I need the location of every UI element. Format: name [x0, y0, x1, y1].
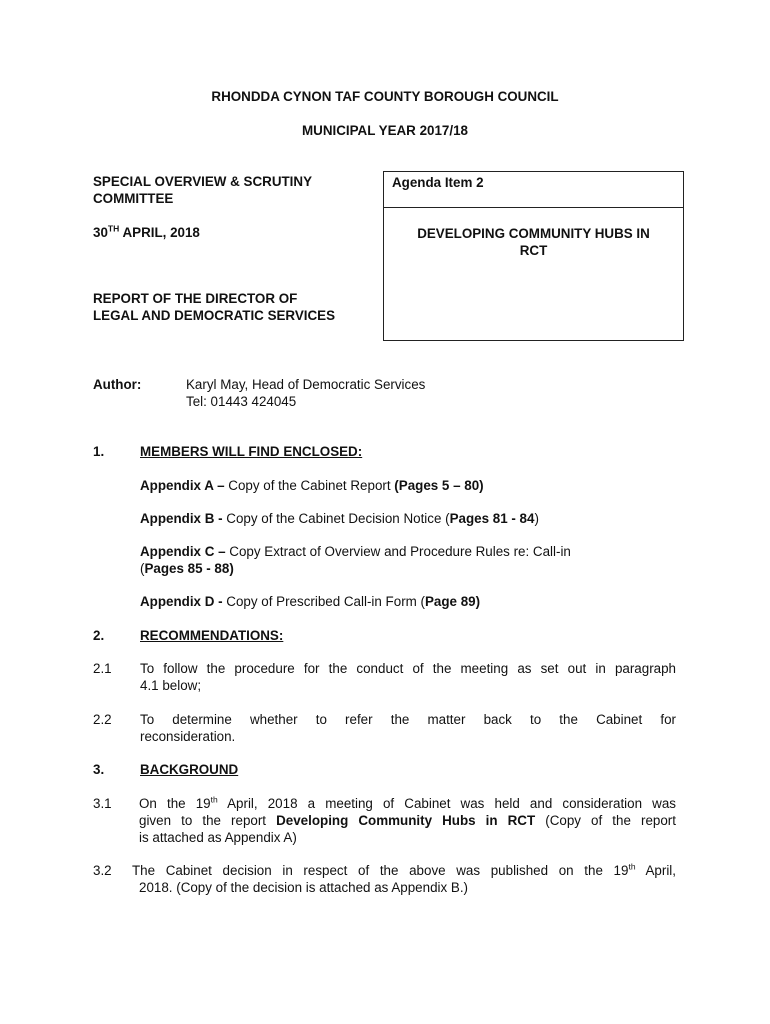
para-3-2-l1a: The Cabinet decision in respect of the above was published on the 19	[132, 863, 629, 878]
appendix-d-label: Appendix D -	[140, 594, 223, 609]
item-2-1	[140, 660, 676, 694]
appendix-b-text: Copy of the Cabinet Decision Notice (	[222, 511, 450, 526]
section-1-heading: MEMBERS WILL FIND ENCLOSED:	[140, 444, 363, 459]
section-2-number: 2.	[93, 628, 105, 643]
appendix-a-text: Copy of the Cabinet Report	[224, 478, 395, 493]
appendix-c-text: Copy Extract of Overview and Procedure Rules re: Call-in	[225, 544, 571, 559]
para-3-2-l1b: April,	[635, 863, 676, 878]
item-2-1-line-2: 4.1 below;	[140, 678, 202, 693]
report-title-line-2: RCT	[519, 243, 548, 258]
section-1-number: 1.	[93, 444, 105, 459]
section-2-heading: RECOMMENDATIONS:	[140, 628, 284, 643]
para-3-1	[139, 795, 676, 846]
appendix-a-label: Appendix A –	[140, 478, 225, 493]
appendix-b-close: )	[534, 511, 539, 526]
appendix-a-pages: (Pages 5 – 80)	[394, 478, 484, 493]
report-of	[93, 290, 335, 324]
date-day: 30	[93, 225, 108, 240]
agenda-box	[383, 171, 684, 341]
agenda-item: Agenda Item 2	[392, 175, 484, 190]
author-details	[186, 376, 425, 410]
para-3-1-number: 3.1	[93, 796, 112, 811]
appendix-c-label: Appendix C –	[140, 544, 226, 559]
item-2-2	[140, 711, 676, 745]
para-3-1-l1b: April, 2018 a meeting of Cabinet was held and consideration was	[217, 796, 676, 811]
para-3-2-sup: th	[628, 861, 636, 872]
author-label: Author:	[93, 377, 142, 392]
item-2-2-number: 2.2	[93, 712, 112, 727]
date-sup: TH	[107, 223, 120, 234]
para-3-2-line-1	[132, 862, 676, 879]
author-tel: Tel: 01443 424045	[186, 394, 297, 409]
para-3-2	[132, 862, 676, 896]
appendix-d	[140, 593, 480, 610]
para-3-2-line-2: 2018. (Copy of the decision is attached as Appendix B.)	[139, 880, 469, 895]
appendix-b	[140, 510, 539, 527]
report-title	[384, 225, 683, 259]
author-name: Karyl May, Head of Democratic Services	[186, 377, 426, 392]
appendix-c-pages: Pages 85 - 88)	[144, 561, 234, 576]
para-3-1-line-1	[139, 795, 676, 812]
para-3-1-l1a: On the 19	[139, 796, 211, 811]
para-3-1-line-3: is attached as Appendix A)	[139, 830, 297, 845]
para-3-1-l2a: given to the report	[139, 813, 277, 828]
para-3-2-number: 3.2	[93, 863, 112, 878]
appendix-c-open: (	[140, 561, 145, 576]
item-2-2-line-2: reconsideration.	[140, 729, 236, 744]
committee-name	[93, 173, 312, 207]
meeting-date	[93, 224, 200, 241]
appendix-b-pages: Pages 81 - 84	[449, 511, 535, 526]
section-3-heading: BACKGROUND	[140, 762, 239, 777]
appendix-c	[140, 543, 571, 577]
date-rest: APRIL, 2018	[119, 225, 200, 240]
para-3-1-line-2	[139, 812, 676, 829]
item-2-2-line-1: To determine whether to refer the matter back to the Cabinet for	[140, 712, 676, 727]
municipal-year: MUNICIPAL YEAR 2017/18	[302, 123, 468, 138]
item-2-1-line-1: To follow the procedure for the conduct of the meeting as set out in paragraph	[140, 661, 676, 676]
appendix-d-pages: Page 89)	[424, 594, 481, 609]
agenda-divider	[384, 207, 683, 208]
para-3-1-sup: th	[210, 794, 218, 805]
section-3-number: 3.	[93, 762, 105, 777]
item-2-1-number: 2.1	[93, 661, 112, 676]
report-title-line-1: DEVELOPING COMMUNITY HUBS IN	[417, 226, 650, 241]
committee-line-2: COMMITTEE	[93, 191, 174, 206]
appendix-d-text: Copy of Prescribed Call-in Form (	[222, 594, 425, 609]
para-3-1-l2b: (Copy of the report	[535, 813, 676, 828]
report-of-line-1: REPORT OF THE DIRECTOR OF	[93, 291, 298, 306]
report-of-line-2: LEGAL AND DEMOCRATIC SERVICES	[93, 308, 336, 323]
appendix-a	[140, 477, 484, 494]
appendix-b-label: Appendix B -	[140, 511, 223, 526]
council-title: RHONDDA CYNON TAF COUNTY BOROUGH COUNCIL	[211, 89, 559, 104]
para-3-1-report-name: Developing Community Hubs in RCT	[276, 813, 536, 828]
committee-line-1: SPECIAL OVERVIEW & SCRUTINY	[93, 174, 312, 189]
